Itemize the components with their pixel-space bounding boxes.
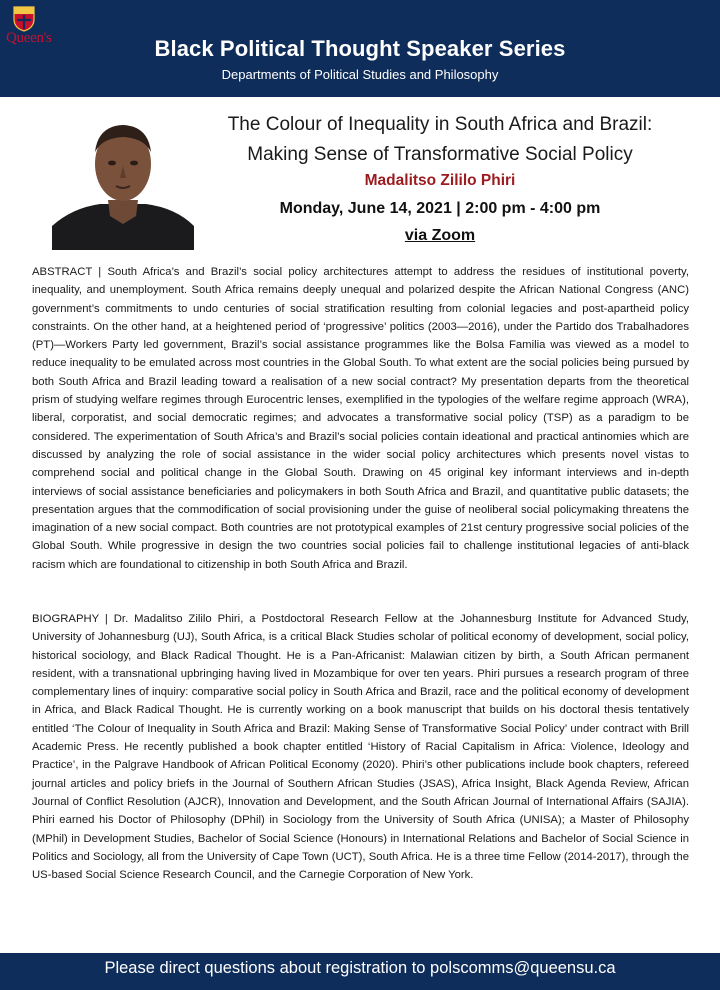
speaker-name: Madalitso Zililo Phiri: [364, 172, 516, 189]
registration-contact[interactable]: Please direct questions about registration to polscomms@queensu.ca: [104, 959, 616, 977]
talk-title: [195, 110, 685, 170]
footer-banner: [0, 953, 720, 990]
talk-title-line-2: Making Sense of Transformative Social Policy: [247, 144, 633, 165]
series-title: Black Political Thought Speaker Series: [154, 36, 566, 61]
speaker-portrait-icon: [52, 108, 194, 250]
venue-link[interactable]: via Zoom: [404, 227, 476, 244]
queens-logo-text: Queen's: [6, 30, 52, 46]
header-banner: [0, 0, 720, 97]
event-datetime: Monday, June 14, 2021 | 2:00 pm - 4:00 pm: [279, 200, 601, 217]
talk-title-line-1: The Colour of Inequality in South Africa and Brazil:: [227, 114, 653, 135]
abstract-paragraph: ABSTRACT | South Africa’s and Brazil’s social policy architectures attempt to address the residues of institutional poverty, inequality, and unemployment. South Africa remains deeply unequal and polarized despite the African National Congress (ANC) government’s commitments to undo centuries of social stratification resulting from colonial legacies and post-apartheid policy constraints. On the other hand, at a heightened period of ‘progressive’ politics (2003—2016), under the Partido dos Trabalhadores (PT)—Workers Party led government, Brazil’s social assistance programmes like the Bolsa Familia was viewed as a model to reduce inequality to be emulated across most countries in the Global South. To what extent are the social policies being pursued by both South Africa and Brazil leading toward a realisation of a new social contract? My presentation departs from the theoretical prism of studying welfare regimes through Eurocentric lenses, exemplified in the typologies of the welfare regime approach (WRA), liberal, corporatist, and social democratic regimes; and advocates a transformative social policy (TSP) as a paradigm to be considered. The experimentation of South Africa’s and Brazil’s social policies contain ideational and practical antinomies which are discussed by analyzing the role of social assistance in the wider social policy architectures which presents novel vistas to comprehend social and political change in the Global South. Drawing on 45 original key informant interviews and in-depth interviews of social assistance beneficiaries and policymakers in both South Africa and Brazil, and quantitative public datasets; the presentation argues that the commodification of social provisioning under the guise of neoliberal social policymaking threatens the imagination of a new social compact. Both countries are not prototypical examples of 21st century progressive social policies of the Global South. While progressive in design the two countries social policies fail to challenge institutional legacies of anti-black racism which are foundational to citizenship in both South Africa and Brazil.: [32, 266, 689, 571]
departments-subtitle: Departments of Political Studies and Philosophy: [221, 67, 499, 82]
queens-crest-icon: [13, 6, 35, 32]
biography-paragraph: BIOGRAPHY | Dr. Madalitso Zililo Phiri, a Postdoctoral Research Fellow at the Johannesburg Institute for Advanced Study, University of Johannesburg (UJ), South Africa, is a critical Black Studies scholar of political economy of development, social policy, historical sociology, and Black Radical Thought. He is a Pan-Africanist: Malawian citizen by birth, a South African permanent resident, with a transnational upbringing having lived in Mozambique for over ten years. Phiri pursues a research program of three complementary lines of inquiry: comparative social policy in South Africa and Brazil, race and the political economy of development in Africa, and Black Radical Thought. He is currently working on a book manuscript that builds on his doctoral thesis tentatively entitled ‘The Colour of Inequality in South Africa and Brazil: Making Sense of Transformative Social Policy’ under contract with Brill Academic Press. He recently published a book chapter entitled ‘History of Racial Capitalism in Africa: Violence, Ideology and Practice’, in the Palgrave Handbook of African Political Economy (2020). Phiri’s other publications include book chapters, refereed journal articles and policy briefs in the Journal of Southern African Studies (JSAS), Africa Insight, Black Agenda Review, African Journal of Conflict Resolution (AJCR), Innovation and Development, and the South African Journal of International Affairs (SAJIA). Phiri earned his Doctor of Philosophy (DPhil) in Sociology from the University of South Africa (UNISA); a Master of Philosophy (MPhil) in Development Studies, Bachelor of Social Science (Honours) in International Relations and Bachelor of Social Science in Politics and Sociology, all from the University of Cape Town (UCT), South Africa. He is a three time Fellow (2014-2017), through the US-based Social Science Research Council, and the Carnegie Corporation of New York.: [32, 613, 689, 882]
speaker-photo: [52, 108, 194, 250]
